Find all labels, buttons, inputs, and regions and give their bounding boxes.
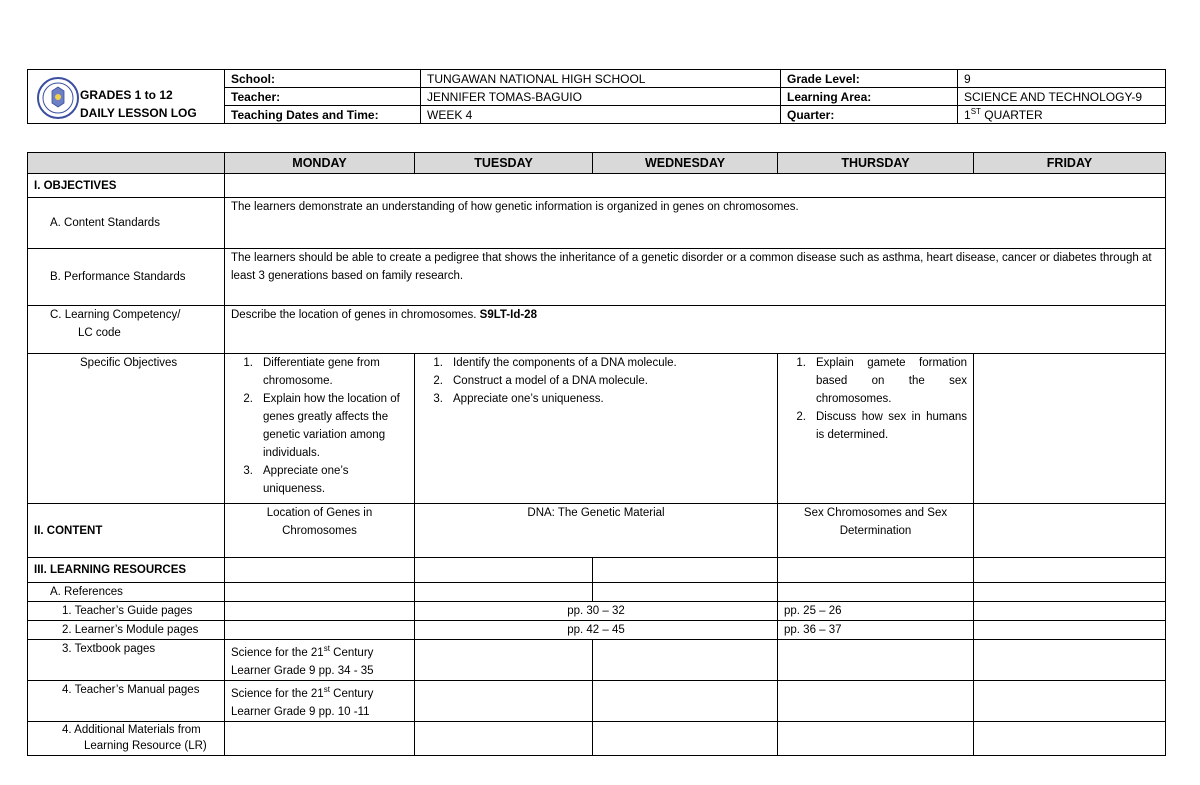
list-item: 2. Construct a model of a DNA molecule. <box>433 375 648 387</box>
performance-standards-text: The learners should be able to create a pedigree that shows the inheritance of a genetic disorder or a common disease such as asthma, heart disease, cancer or diabetes through at least 3 generations based on family research. <box>225 249 1166 306</box>
objective-list-tue-wed <box>421 354 771 408</box>
day-wednesday: WEDNESDAY <box>593 153 778 174</box>
teachers-guide-label: 1. Teacher’s Guide pages <box>28 602 225 621</box>
list-item: 3. Appreciate one’s uniqueness. <box>433 393 604 405</box>
specific-objectives-friday <box>974 354 1166 504</box>
resources-heading: III. LEARNING RESOURCES <box>28 558 225 583</box>
objective-list-thursday <box>784 354 967 444</box>
list-item: 1. Identify the components of a DNA molecule. <box>433 357 677 369</box>
dates-value: WEEK 4 <box>421 106 781 124</box>
competency-text: Describe the location of genes in chromosomes. S9LT-Id-28 <box>225 306 1166 354</box>
learners-module-tue-wed: pp. 42 – 45 <box>415 621 778 640</box>
area-value: SCIENCE AND TECHNOLOGY-9 <box>958 88 1166 106</box>
teachers-guide-thursday: pp. 25 – 26 <box>778 602 974 621</box>
content-friday <box>974 504 1166 558</box>
specific-objectives-monday <box>225 354 415 504</box>
day-header-row <box>28 153 1166 174</box>
day-tuesday: TUESDAY <box>415 153 593 174</box>
area-label: Learning Area: <box>781 88 958 106</box>
list-item: 2. Explain how the location of genes greatly affects the genetic variation among individuals. <box>243 393 400 459</box>
specific-objectives-thursday <box>778 354 974 504</box>
teachers-manual-monday: Science for the 21st Century Learner Grade 9 pp. 10 -11 <box>225 680 415 721</box>
performance-standards-label: B. Performance Standards <box>28 249 225 306</box>
content-standards-text: The learners demonstrate an understanding of how genetic information is organized in genes on chromosomes. <box>225 198 1166 249</box>
day-friday: FRIDAY <box>974 153 1166 174</box>
title-cell <box>28 70 225 124</box>
grade-value: 9 <box>958 70 1166 88</box>
list-item: 3. Appreciate one’s uniqueness. <box>243 465 349 495</box>
school-value: TUNGAWAN NATIONAL HIGH SCHOOL <box>421 70 781 88</box>
specific-objectives-label: Specific Objectives <box>28 354 225 504</box>
grade-label: Grade Level: <box>781 70 958 88</box>
school-label: School: <box>225 70 421 88</box>
list-item: 1. Differentiate gene from chromosome. <box>243 357 380 387</box>
document-title: GRADES 1 to 12 DAILY LESSON LOG <box>80 88 197 120</box>
dates-label: Teaching Dates and Time: <box>225 106 421 124</box>
list-item: 1. Explain gamete formation based on the sex chromosomes. <box>796 357 967 405</box>
content-thursday: Sex Chromosomes and Sex Determination <box>778 504 974 558</box>
content-standards-label: A. Content Standards <box>28 198 225 249</box>
teachers-guide-tue-wed: pp. 30 – 32 <box>415 602 778 621</box>
objectives-heading: I. OBJECTIVES <box>28 174 225 198</box>
quarter-label: Quarter: <box>781 106 958 124</box>
content-heading: II. CONTENT <box>28 504 225 558</box>
learners-module-thursday: pp. 36 – 37 <box>778 621 974 640</box>
textbook-label: 3. Textbook pages <box>28 640 225 681</box>
references-label: A. References <box>28 583 225 602</box>
objective-list-monday <box>231 354 408 498</box>
quarter-value: 1ST QUARTER <box>958 106 1166 124</box>
learners-module-label: 2. Learner’s Module pages <box>28 621 225 640</box>
deped-seal-icon <box>36 73 80 123</box>
lesson-log-table <box>27 152 1166 756</box>
list-item: 2. Discuss how sex in humans is determined. <box>796 411 967 441</box>
teacher-value: JENNIFER TOMAS-BAGUIO <box>421 88 781 106</box>
specific-objectives-tue-wed <box>415 354 778 504</box>
header-table <box>27 69 1166 124</box>
content-tue-wed: DNA: The Genetic Material <box>415 504 778 558</box>
day-thursday: THURSDAY <box>778 153 974 174</box>
textbook-monday: Science for the 21st Century Learner Grade 9 pp. 34 - 35 <box>225 640 415 681</box>
day-monday: MONDAY <box>225 153 415 174</box>
competency-label: C. Learning Competency/ LC code <box>28 306 225 354</box>
teacher-label: Teacher: <box>225 88 421 106</box>
content-monday: Location of Genes in Chromosomes <box>225 504 415 558</box>
additional-materials-label: 4. Additional Materials from Learning Resource (LR) <box>28 721 225 755</box>
teachers-manual-label: 4. Teacher’s Manual pages <box>28 680 225 721</box>
